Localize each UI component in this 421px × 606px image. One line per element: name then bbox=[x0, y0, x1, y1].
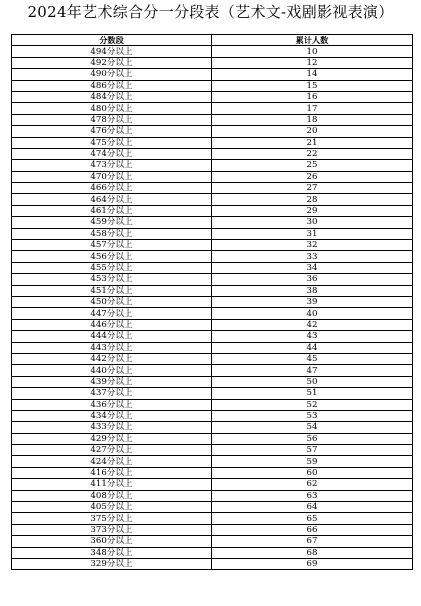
cumulative-count-cell: 16 bbox=[212, 91, 413, 102]
table-row bbox=[12, 205, 413, 216]
cumulative-count-cell: 65 bbox=[212, 513, 413, 524]
cumulative-count-cell: 44 bbox=[212, 342, 413, 353]
cumulative-count-cell: 64 bbox=[212, 502, 413, 513]
score-range-cell: 442分以上 bbox=[12, 353, 212, 364]
cumulative-count-cell: 29 bbox=[212, 205, 413, 216]
score-range-cell: 436分以上 bbox=[12, 399, 212, 410]
table-row bbox=[12, 80, 413, 91]
cumulative-count-cell: 56 bbox=[212, 433, 413, 444]
table-row bbox=[12, 433, 413, 444]
score-range-cell: 484分以上 bbox=[12, 91, 212, 102]
score-range-cell: 466分以上 bbox=[12, 183, 212, 194]
table-row bbox=[12, 319, 413, 330]
score-range-cell: 490分以上 bbox=[12, 69, 212, 80]
score-range-cell: 494分以上 bbox=[12, 46, 212, 57]
score-range-cell: 457分以上 bbox=[12, 240, 212, 251]
score-range-cell: 446分以上 bbox=[12, 319, 212, 330]
score-range-cell: 461分以上 bbox=[12, 205, 212, 216]
table-row bbox=[12, 445, 413, 456]
cumulative-count-cell: 68 bbox=[212, 547, 413, 558]
cumulative-count-cell: 21 bbox=[212, 137, 413, 148]
table-row bbox=[12, 103, 413, 114]
column-header-score-range: 分数段 bbox=[12, 35, 212, 46]
cumulative-count-cell: 38 bbox=[212, 285, 413, 296]
table-row bbox=[12, 126, 413, 137]
cumulative-count-cell: 40 bbox=[212, 308, 413, 319]
table-row bbox=[12, 399, 413, 410]
table-row bbox=[12, 331, 413, 342]
cumulative-count-cell: 51 bbox=[212, 388, 413, 399]
score-range-cell: 405分以上 bbox=[12, 502, 212, 513]
score-range-cell: 360分以上 bbox=[12, 536, 212, 547]
cumulative-count-cell: 66 bbox=[212, 524, 413, 535]
cumulative-count-cell: 34 bbox=[212, 262, 413, 273]
table-row bbox=[12, 46, 413, 57]
table-row bbox=[12, 558, 413, 569]
score-range-cell: 451分以上 bbox=[12, 285, 212, 296]
score-range-cell: 429分以上 bbox=[12, 433, 212, 444]
table-row bbox=[12, 171, 413, 182]
cumulative-count-cell: 60 bbox=[212, 467, 413, 478]
score-range-cell: 427分以上 bbox=[12, 445, 212, 456]
cumulative-count-cell: 69 bbox=[212, 558, 413, 569]
score-range-cell: 424分以上 bbox=[12, 456, 212, 467]
table-header bbox=[12, 35, 413, 46]
table-row bbox=[12, 388, 413, 399]
table-row bbox=[12, 456, 413, 467]
score-range-cell: 437分以上 bbox=[12, 388, 212, 399]
table-row bbox=[12, 194, 413, 205]
cumulative-count-cell: 31 bbox=[212, 228, 413, 239]
cumulative-count-cell: 28 bbox=[212, 194, 413, 205]
cumulative-count-cell: 26 bbox=[212, 171, 413, 182]
table-row bbox=[12, 183, 413, 194]
table-row bbox=[12, 524, 413, 535]
score-range-cell: 474分以上 bbox=[12, 148, 212, 159]
table-row bbox=[12, 57, 413, 68]
cumulative-count-cell: 42 bbox=[212, 319, 413, 330]
table-row bbox=[12, 410, 413, 421]
table-row bbox=[12, 502, 413, 513]
score-range-cell: 444分以上 bbox=[12, 331, 212, 342]
table-row bbox=[12, 490, 413, 501]
cumulative-count-cell: 36 bbox=[212, 274, 413, 285]
table-row bbox=[12, 160, 413, 171]
document-title: 2024年艺术综合分一分段表（艺术文-戏剧影视表演） bbox=[27, 3, 394, 21]
table-row bbox=[12, 228, 413, 239]
score-range-cell: 475分以上 bbox=[12, 137, 212, 148]
table-row bbox=[12, 536, 413, 547]
score-range-cell: 492分以上 bbox=[12, 57, 212, 68]
cumulative-count-cell: 20 bbox=[212, 126, 413, 137]
table-row bbox=[12, 547, 413, 558]
cumulative-count-cell: 67 bbox=[212, 536, 413, 547]
cumulative-count-cell: 57 bbox=[212, 445, 413, 456]
cumulative-count-cell: 53 bbox=[212, 410, 413, 421]
score-range-cell: 473分以上 bbox=[12, 160, 212, 171]
cumulative-count-cell: 14 bbox=[212, 69, 413, 80]
cumulative-count-cell: 10 bbox=[212, 46, 413, 57]
score-range-cell: 439分以上 bbox=[12, 376, 212, 387]
cumulative-count-cell: 54 bbox=[212, 422, 413, 433]
score-range-cell: 443分以上 bbox=[12, 342, 212, 353]
cumulative-count-cell: 27 bbox=[212, 183, 413, 194]
table-row bbox=[12, 342, 413, 353]
score-range-cell: 348分以上 bbox=[12, 547, 212, 558]
cumulative-count-cell: 59 bbox=[212, 456, 413, 467]
table-row bbox=[12, 217, 413, 228]
score-range-cell: 447分以上 bbox=[12, 308, 212, 319]
score-distribution-table bbox=[11, 34, 413, 570]
cumulative-count-cell: 17 bbox=[212, 103, 413, 114]
score-range-cell: 450分以上 bbox=[12, 296, 212, 307]
score-range-cell: 456分以上 bbox=[12, 251, 212, 262]
table-row bbox=[12, 365, 413, 376]
cumulative-count-cell: 63 bbox=[212, 490, 413, 501]
table-body bbox=[12, 46, 413, 570]
table-row bbox=[12, 262, 413, 273]
cumulative-count-cell: 32 bbox=[212, 240, 413, 251]
table-row bbox=[12, 114, 413, 125]
cumulative-count-cell: 25 bbox=[212, 160, 413, 171]
table-row bbox=[12, 148, 413, 159]
score-range-cell: 329分以上 bbox=[12, 558, 212, 569]
table-row bbox=[12, 308, 413, 319]
table-row bbox=[12, 296, 413, 307]
cumulative-count-cell: 15 bbox=[212, 80, 413, 91]
table-row bbox=[12, 479, 413, 490]
cumulative-count-cell: 22 bbox=[212, 148, 413, 159]
cumulative-count-cell: 39 bbox=[212, 296, 413, 307]
table-row bbox=[12, 137, 413, 148]
table-row bbox=[12, 467, 413, 478]
score-range-cell: 416分以上 bbox=[12, 467, 212, 478]
score-range-cell: 433分以上 bbox=[12, 422, 212, 433]
score-range-cell: 408分以上 bbox=[12, 490, 212, 501]
table-row bbox=[12, 422, 413, 433]
cumulative-count-cell: 45 bbox=[212, 353, 413, 364]
cumulative-count-cell: 18 bbox=[212, 114, 413, 125]
header-row bbox=[12, 35, 413, 46]
score-range-cell: 440分以上 bbox=[12, 365, 212, 376]
table-row bbox=[12, 240, 413, 251]
cumulative-count-cell: 12 bbox=[212, 57, 413, 68]
cumulative-count-cell: 47 bbox=[212, 365, 413, 376]
score-range-cell: 434分以上 bbox=[12, 410, 212, 421]
table-row bbox=[12, 274, 413, 285]
cumulative-count-cell: 33 bbox=[212, 251, 413, 262]
score-range-cell: 486分以上 bbox=[12, 80, 212, 91]
score-range-cell: 478分以上 bbox=[12, 114, 212, 125]
score-range-cell: 453分以上 bbox=[12, 274, 212, 285]
score-range-cell: 476分以上 bbox=[12, 126, 212, 137]
cumulative-count-cell: 52 bbox=[212, 399, 413, 410]
table-row bbox=[12, 285, 413, 296]
score-range-cell: 470分以上 bbox=[12, 171, 212, 182]
score-range-cell: 480分以上 bbox=[12, 103, 212, 114]
score-range-cell: 458分以上 bbox=[12, 228, 212, 239]
table-row bbox=[12, 513, 413, 524]
table-row bbox=[12, 251, 413, 262]
score-range-cell: 459分以上 bbox=[12, 217, 212, 228]
cumulative-count-cell: 30 bbox=[212, 217, 413, 228]
table-row bbox=[12, 376, 413, 387]
score-range-cell: 464分以上 bbox=[12, 194, 212, 205]
column-header-cumulative-count: 累计人数 bbox=[212, 35, 413, 46]
table-row bbox=[12, 69, 413, 80]
cumulative-count-cell: 50 bbox=[212, 376, 413, 387]
table-row bbox=[12, 353, 413, 364]
cumulative-count-cell: 43 bbox=[212, 331, 413, 342]
score-range-cell: 375分以上 bbox=[12, 513, 212, 524]
score-range-cell: 455分以上 bbox=[12, 262, 212, 273]
score-range-cell: 373分以上 bbox=[12, 524, 212, 535]
cumulative-count-cell: 62 bbox=[212, 479, 413, 490]
score-range-cell: 411分以上 bbox=[12, 479, 212, 490]
table-row bbox=[12, 91, 413, 102]
